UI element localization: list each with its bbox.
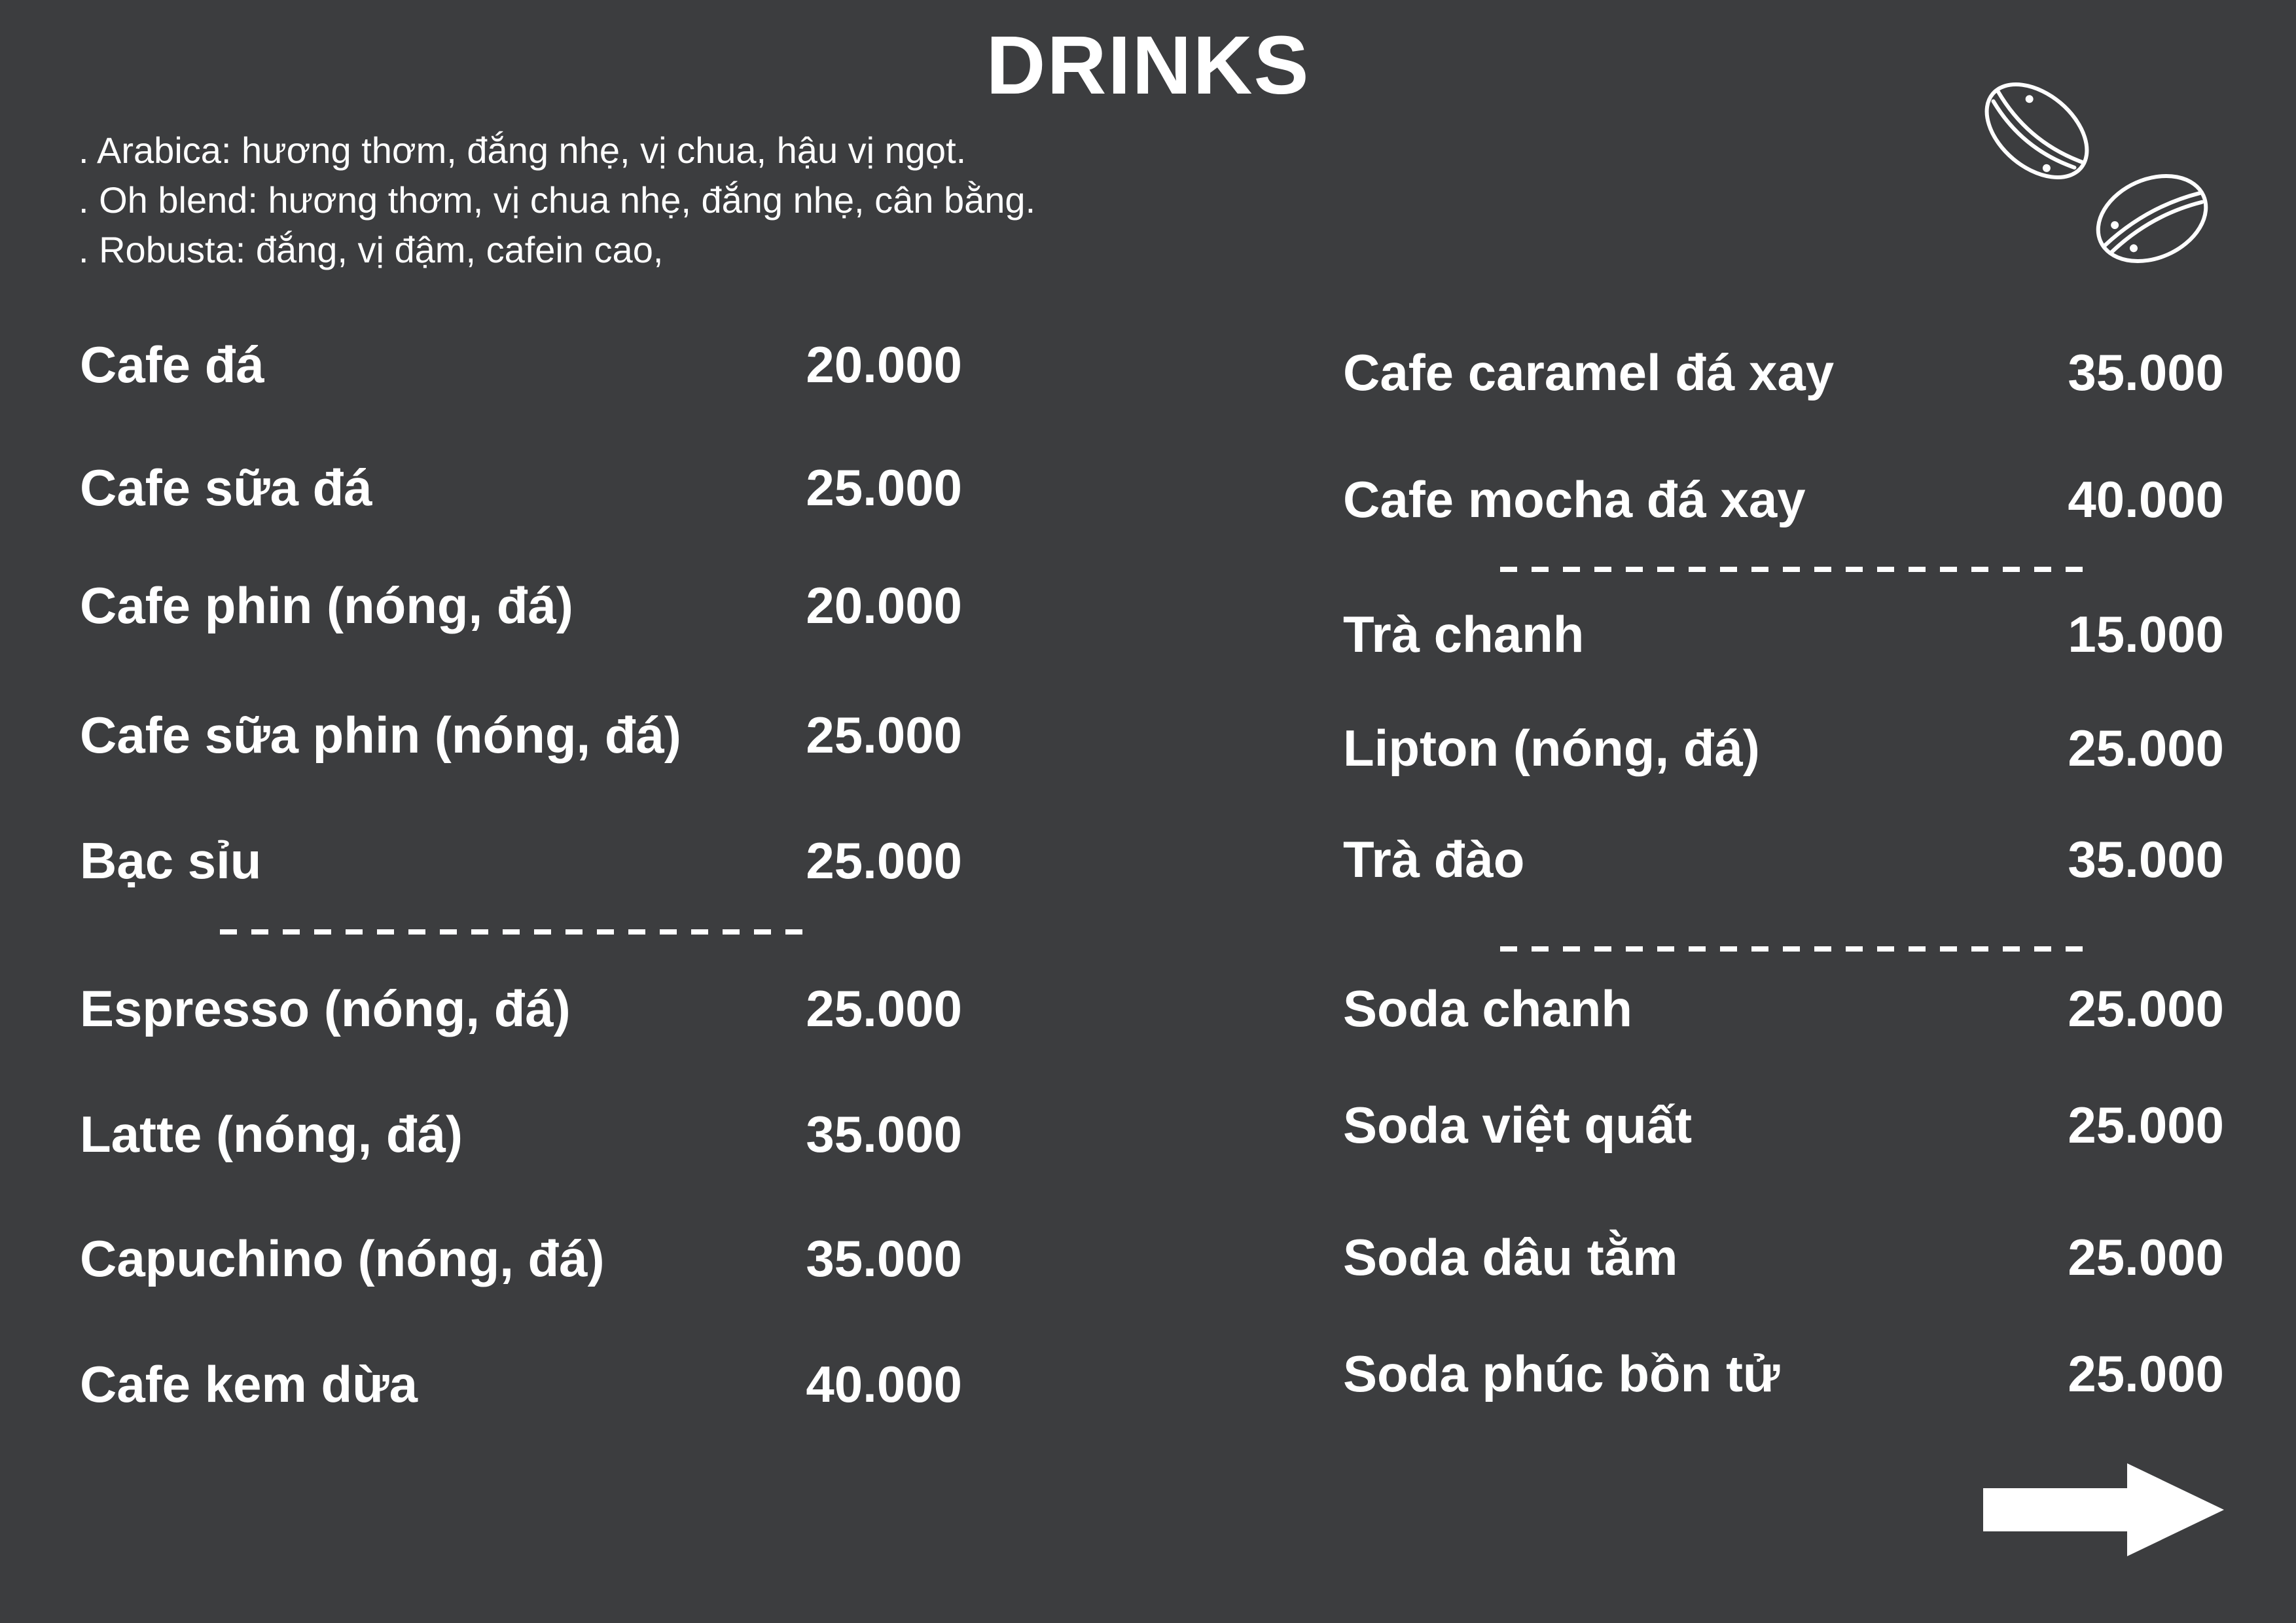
menu-item-name: Cafe sữa đá xyxy=(80,459,372,516)
menu-item-price: 40.000 xyxy=(2068,471,2224,528)
menu-item-price: 35.000 xyxy=(2068,830,2224,888)
menu-item-name: Bạc sỉu xyxy=(80,832,262,889)
menu-item-price: 25.000 xyxy=(2068,1345,2224,1402)
menu-item-name: Latte (nóng, đá) xyxy=(80,1105,463,1163)
menu-item-name: Lipton (nóng, đá) xyxy=(1343,719,1760,777)
menu-item-price: 35.000 xyxy=(806,1230,962,1287)
note-oh-blend: . Oh blend: hương thơm, vị chua nhẹ, đắng nhẹ, cân bằng. xyxy=(79,179,1036,221)
menu-item-name: Soda phúc bồn tử xyxy=(1343,1345,1780,1402)
menu-item-price: 25.000 xyxy=(2068,1228,2224,1286)
menu-item-name: Cafe kem dừa xyxy=(80,1355,418,1413)
menu-item-name: Capuchino (nóng, đá) xyxy=(80,1230,605,1287)
menu-item-name: Trà đào xyxy=(1343,830,1525,888)
menu-item-name: Soda việt quất xyxy=(1343,1096,1693,1154)
menu-item-price: 25.000 xyxy=(2068,719,2224,777)
menu-item-name: Cafe phin (nóng, đá) xyxy=(80,577,573,634)
menu-item-price: 35.000 xyxy=(2068,344,2224,401)
page-title: DRINKS xyxy=(986,19,1310,111)
menu-item-name: Cafe sữa phin (nóng, đá) xyxy=(80,706,681,764)
coffee-beans-icon xyxy=(1977,72,2212,281)
menu-item-price: 20.000 xyxy=(806,336,962,393)
note-arabica: . Arabica: hương thơm, đắng nhẹ, vị chua, hậu vị ngọt. xyxy=(79,130,967,171)
menu-item-price: 25.000 xyxy=(806,706,962,764)
menu-item-price: 25.000 xyxy=(2068,980,2224,1037)
menu-item-price: 25.000 xyxy=(806,459,962,516)
menu-item-name: Espresso (nóng, đá) xyxy=(80,980,571,1037)
menu-item-name: Trà chanh xyxy=(1343,605,1585,663)
arrow-right-icon[interactable] xyxy=(1983,1463,2224,1556)
menu-item-price: 20.000 xyxy=(806,577,962,634)
menu-item-name: Soda dâu tằm xyxy=(1343,1228,1678,1286)
menu-item-price: 40.000 xyxy=(806,1355,962,1413)
menu-item-price: 35.000 xyxy=(806,1105,962,1163)
bean-notes xyxy=(79,126,1035,275)
note-robusta: . Robusta: đắng, vị đậm, cafein cao, xyxy=(79,229,664,270)
menu-item-price: 25.000 xyxy=(2068,1096,2224,1154)
menu-item-price: 15.000 xyxy=(2068,605,2224,663)
menu-item-name: Cafe đá xyxy=(80,336,264,393)
section-divider xyxy=(1500,946,2089,952)
section-divider xyxy=(220,929,806,935)
section-divider xyxy=(1500,567,2089,572)
menu-item-price: 25.000 xyxy=(806,832,962,889)
menu-item-name: Cafe caramel đá xay xyxy=(1343,344,1835,401)
menu-item-name: Cafe mocha đá xay xyxy=(1343,471,1806,528)
menu-item-price: 25.000 xyxy=(806,980,962,1037)
menu-item-name: Soda chanh xyxy=(1343,980,1633,1037)
